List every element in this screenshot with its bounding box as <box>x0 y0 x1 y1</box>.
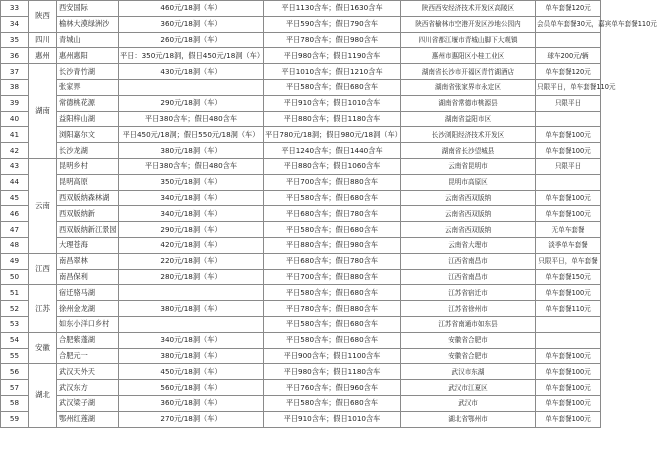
row-number: 53 <box>1 316 29 332</box>
table-row <box>1 32 601 48</box>
table-row <box>1 127 601 143</box>
table-row <box>1 364 601 380</box>
course-address: 长沙浏阳经济技术开发区 <box>401 127 536 143</box>
table-row <box>1 1 601 17</box>
course-name: 长沙青竹湖 <box>57 64 119 80</box>
remark: 单车套餐100元 <box>536 380 601 396</box>
course-name: 武汉东方 <box>57 380 119 396</box>
table-row <box>1 79 601 95</box>
course-name: 西双版纳新 <box>57 206 119 222</box>
green-fee: 340元/18洞（车） <box>119 206 264 222</box>
remark: 无单车套餐 <box>536 222 601 238</box>
package-fee: 平日680含车；假日780含车 <box>264 206 401 222</box>
package-fee: 平日1240含车；假日1440含车 <box>264 143 401 159</box>
remark: 单车套餐100元 <box>536 127 601 143</box>
package-fee: 平日580含车；假日680含车 <box>264 332 401 348</box>
course-name: 西双版纳森林湖 <box>57 190 119 206</box>
remark: 单车套餐100元 <box>536 411 601 427</box>
province-cell: 湖南 <box>29 64 57 159</box>
table-row <box>1 111 601 127</box>
course-address: 湖北省鄂州市 <box>401 411 536 427</box>
row-number: 51 <box>1 285 29 301</box>
remark <box>536 332 601 348</box>
green-fee: 260元/18洞（车） <box>119 32 264 48</box>
course-address: 武汉市东湖 <box>401 364 536 380</box>
package-fee: 平日590含车；假日790含车 <box>264 16 401 32</box>
row-number: 58 <box>1 395 29 411</box>
course-address: 江苏省南通市如东县 <box>401 316 536 332</box>
remark: 只限平日，单车套餐 <box>536 253 601 269</box>
package-fee: 平日880含车；假日1060含车 <box>264 158 401 174</box>
green-fee: 380元/18洞（车） <box>119 301 264 317</box>
table-row <box>1 332 601 348</box>
remark <box>536 174 601 190</box>
package-fee: 平日980含车；假日1190含车 <box>264 48 401 64</box>
remark: 会员单车套餐30元，嘉宾单车套餐110元 <box>536 16 601 32</box>
course-name: 张家界 <box>57 79 119 95</box>
remark: 只限平日 <box>536 158 601 174</box>
province-cell: 四川 <box>29 32 57 48</box>
remark: 单车套餐100元 <box>536 190 601 206</box>
package-fee: 平日910含车；假日1010含车 <box>264 95 401 111</box>
remark: 单车套餐150元 <box>536 269 601 285</box>
package-fee: 平日880含车；假日980含车 <box>264 237 401 253</box>
table-row <box>1 222 601 238</box>
green-fee: 340元/18洞（车） <box>119 190 264 206</box>
province-cell: 江西 <box>29 253 57 285</box>
remark: 单车套餐100元 <box>536 206 601 222</box>
course-address: 安徽省合肥市 <box>401 332 536 348</box>
province-cell: 湖北 <box>29 364 57 427</box>
course-name: 徐州金龙湖 <box>57 301 119 317</box>
green-fee: 220元/18洞（车） <box>119 253 264 269</box>
course-address: 湖南省常德市桃源县 <box>401 95 536 111</box>
row-number: 42 <box>1 143 29 159</box>
course-address: 江西省南昌市 <box>401 253 536 269</box>
green-fee: 340元/18洞（车） <box>119 332 264 348</box>
package-fee: 平日900含车；假日1100含车 <box>264 348 401 364</box>
province-cell: 江苏 <box>29 285 57 332</box>
course-name: 宿迁骆马湖 <box>57 285 119 301</box>
row-number: 47 <box>1 222 29 238</box>
package-fee: 平日880含车；假日1180含车 <box>264 111 401 127</box>
course-address: 四川省都江堰市青城山脚下大观镇 <box>401 32 536 48</box>
course-name: 武汉天外天 <box>57 364 119 380</box>
green-fee: 平日380含车；假日480含车 <box>119 111 264 127</box>
course-address: 云南省西双版纳 <box>401 206 536 222</box>
course-name: 西双版纳新江景园 <box>57 222 119 238</box>
course-address: 江西省南昌市 <box>401 269 536 285</box>
remark: 单车套餐100元 <box>536 285 601 301</box>
row-number: 33 <box>1 1 29 17</box>
row-number: 37 <box>1 64 29 80</box>
package-fee: 平日580含车；假日680含车 <box>264 190 401 206</box>
table-row <box>1 411 601 427</box>
row-number: 57 <box>1 380 29 396</box>
row-number: 44 <box>1 174 29 190</box>
table-row <box>1 174 601 190</box>
table-row <box>1 190 601 206</box>
course-address: 陕西西安经济技术开发区高陵区 <box>401 1 536 17</box>
remark: 单车套餐120元 <box>536 1 601 17</box>
row-number: 41 <box>1 127 29 143</box>
course-name: 榆林大漠绿洲沙 <box>57 16 119 32</box>
course-address: 昆明市高原区 <box>401 174 536 190</box>
course-address: 江苏省徐州市 <box>401 301 536 317</box>
row-number: 49 <box>1 253 29 269</box>
table-row <box>1 16 601 32</box>
remark: 单车套餐120元 <box>536 64 601 80</box>
course-name: 西安国际 <box>57 1 119 17</box>
course-name: 惠州惠阳 <box>57 48 119 64</box>
course-address: 江苏省宿迁市 <box>401 285 536 301</box>
table-row <box>1 253 601 269</box>
course-name: 如东小洋口乡村 <box>57 316 119 332</box>
table-row <box>1 395 601 411</box>
course-name: 合肥紫蓬湖 <box>57 332 119 348</box>
remark: 单车套餐100元 <box>536 348 601 364</box>
package-fee: 平日580含车；假日680含车 <box>264 285 401 301</box>
package-fee: 平日780含车；假日880含车 <box>264 301 401 317</box>
green-fee: 平日380含车；假日480含车 <box>119 158 264 174</box>
package-fee: 平日580含车；假日680含车 <box>264 79 401 95</box>
table-row <box>1 206 601 222</box>
course-address: 安徽省合肥市 <box>401 348 536 364</box>
course-address: 云南省西双版纳 <box>401 190 536 206</box>
green-fee: 560元/18洞（车） <box>119 380 264 396</box>
province-cell: 云南 <box>29 158 57 253</box>
row-number: 59 <box>1 411 29 427</box>
table-row <box>1 64 601 80</box>
course-name: 南昌保利 <box>57 269 119 285</box>
green-fee: 380元/18洞（车） <box>119 348 264 364</box>
green-fee: 420元/18洞（车） <box>119 237 264 253</box>
remark: 单车套餐100元 <box>536 143 601 159</box>
row-number: 55 <box>1 348 29 364</box>
course-name: 常德桃花源 <box>57 95 119 111</box>
row-number: 45 <box>1 190 29 206</box>
row-number: 43 <box>1 158 29 174</box>
green-fee <box>119 316 264 332</box>
green-fee: 460元/18洞（车） <box>119 1 264 17</box>
package-fee: 平日1130含车；假日1630含车 <box>264 1 401 17</box>
package-fee: 平日910含车；假日1010含车 <box>264 411 401 427</box>
course-name: 昆明乡村 <box>57 158 119 174</box>
course-name: 大理苍海 <box>57 237 119 253</box>
course-name: 益阳梓山湖 <box>57 111 119 127</box>
course-address: 武汉市 <box>401 395 536 411</box>
table-row <box>1 48 601 64</box>
province-cell: 惠州 <box>29 48 57 64</box>
table-row <box>1 158 601 174</box>
course-name: 鄂州红莲湖 <box>57 411 119 427</box>
course-name: 武汉梁子湖 <box>57 395 119 411</box>
remark <box>536 32 601 48</box>
row-number: 46 <box>1 206 29 222</box>
table-row <box>1 237 601 253</box>
remark <box>536 316 601 332</box>
green-fee: 290元/18洞（车） <box>119 95 264 111</box>
course-address: 湖南省长沙市开福区青竹湖酒店 <box>401 64 536 80</box>
remark: 单车套餐100元 <box>536 395 601 411</box>
remark: 单车套餐100元 <box>536 364 601 380</box>
green-fee <box>119 285 264 301</box>
table-row <box>1 143 601 159</box>
course-address: 武汉市江夏区 <box>401 380 536 396</box>
green-fee: 360元/18洞（车） <box>119 395 264 411</box>
remark: 只限平日 <box>536 95 601 111</box>
province-cell: 陕西 <box>29 1 57 33</box>
course-name: 南昌翠林 <box>57 253 119 269</box>
row-number: 54 <box>1 332 29 348</box>
table-row <box>1 316 601 332</box>
green-fee: 平日：350元/18洞，假日450元/18洞（车） <box>119 48 264 64</box>
table-row <box>1 285 601 301</box>
green-fee: 270元/18洞（车） <box>119 411 264 427</box>
green-fee: 430元/18洞（车） <box>119 64 264 80</box>
green-fee: 450元/18洞（车） <box>119 364 264 380</box>
green-fee: 360元/18洞（车） <box>119 16 264 32</box>
green-fee: 380元/18洞（车） <box>119 143 264 159</box>
green-fee: 290元/18洞（车） <box>119 222 264 238</box>
row-number: 40 <box>1 111 29 127</box>
course-name: 浏阳嘉尔文 <box>57 127 119 143</box>
package-fee: 平日580含车；假日680含车 <box>264 395 401 411</box>
remark: 淡季单车套餐 <box>536 237 601 253</box>
course-name: 长沙龙湖 <box>57 143 119 159</box>
package-fee: 平日1010含车；假日1210含车 <box>264 64 401 80</box>
remark: 只限平日，单车套餐110元 <box>536 79 601 95</box>
row-number: 34 <box>1 16 29 32</box>
package-fee: 平日760含车；假日960含车 <box>264 380 401 396</box>
table-row <box>1 348 601 364</box>
row-number: 50 <box>1 269 29 285</box>
green-fee: 350元/18洞（车） <box>119 174 264 190</box>
course-address: 云南省大理市 <box>401 237 536 253</box>
course-name: 昆明高原 <box>57 174 119 190</box>
package-fee: 平日580含车；假日680含车 <box>264 222 401 238</box>
course-address: 云南省西双版纳 <box>401 222 536 238</box>
course-name: 青城山 <box>57 32 119 48</box>
package-fee: 平日780元/18洞；假日980元/18洞（车） <box>264 127 401 143</box>
course-address: 云南省昆明市 <box>401 158 536 174</box>
course-address: 湖南省益阳市区 <box>401 111 536 127</box>
green-fee: 280元/18洞（车） <box>119 269 264 285</box>
row-number: 36 <box>1 48 29 64</box>
table-row <box>1 95 601 111</box>
green-fee <box>119 79 264 95</box>
row-number: 39 <box>1 95 29 111</box>
package-fee: 平日680含车；假日780含车 <box>264 253 401 269</box>
row-number: 52 <box>1 301 29 317</box>
package-fee: 平日700含车；假日880含车 <box>264 174 401 190</box>
province-cell: 安徽 <box>29 332 57 364</box>
package-fee: 平日780含车；假日980含车 <box>264 32 401 48</box>
row-number: 35 <box>1 32 29 48</box>
course-address: 湖南省张家界市永定区 <box>401 79 536 95</box>
green-fee: 平日450元/18洞；假日550元/18洞（车） <box>119 127 264 143</box>
package-fee: 平日700含车；假日880含车 <box>264 269 401 285</box>
table-row <box>1 301 601 317</box>
course-address: 惠州市惠阳区小桂工业区 <box>401 48 536 64</box>
course-address: 湖南省长沙望城县 <box>401 143 536 159</box>
row-number: 48 <box>1 237 29 253</box>
course-address: 陕西省榆林市空港开发区沙地公园内 <box>401 16 536 32</box>
package-fee: 平日580含车；假日680含车 <box>264 316 401 332</box>
remark: 单车套餐110元 <box>536 301 601 317</box>
row-number: 56 <box>1 364 29 380</box>
remark: 球车200元/辆 <box>536 48 601 64</box>
row-number: 38 <box>1 79 29 95</box>
course-name: 合肥元一 <box>57 348 119 364</box>
table-row <box>1 269 601 285</box>
table-row <box>1 380 601 396</box>
remark <box>536 111 601 127</box>
package-fee: 平日980含车；假日1180含车 <box>264 364 401 380</box>
